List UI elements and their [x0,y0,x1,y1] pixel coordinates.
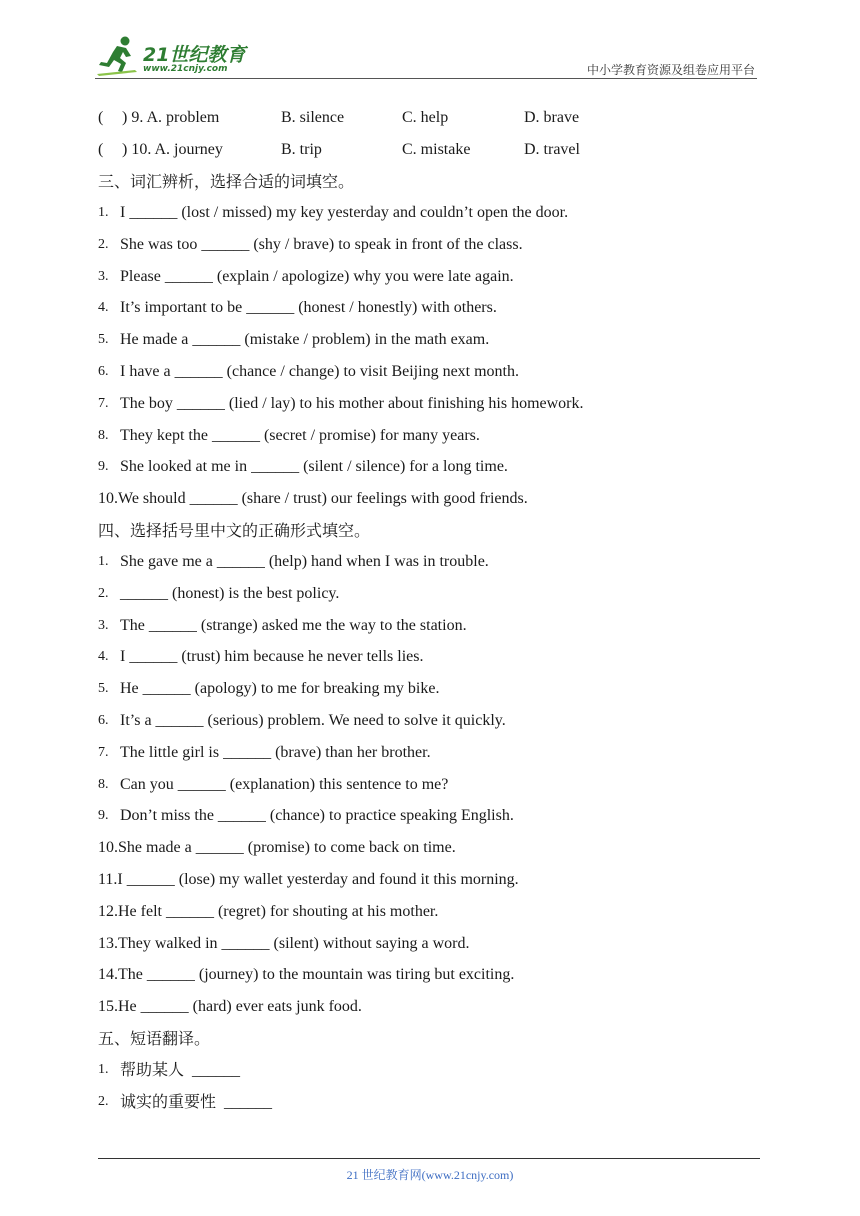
question-number: 7. [98,744,109,760]
question-text: I have a ______ (chance / change) to visit Beijing next month. [120,362,519,380]
question-text [120,1086,272,1119]
question-item [98,991,778,1023]
question-text: The little girl is ______ (brave) than her brother. [120,743,431,761]
question-number: 2. [98,585,109,601]
question-number: 6. [98,363,109,379]
question-number: 1. [98,553,109,569]
question-item [98,705,778,737]
mc-question [98,102,778,134]
question-text: ______ (honest) is the best policy. [120,584,340,602]
option-a: ) 10. A. journey [122,141,223,158]
question-item [98,1086,778,1118]
option-d: D. travel [524,141,580,158]
question-number: 8. [98,776,109,792]
question-item [98,864,778,896]
question-text: He ______ (apology) to me for breaking my bike. [120,680,440,698]
question-item [98,420,778,452]
footer-text: 21 世纪教育网(www.21cnjy.com) [346,1168,514,1182]
question-number: 6. [98,712,109,728]
question-text: She gave me a ______ (help) hand when I was in trouble. [120,552,489,570]
question-number: 9. [98,459,109,475]
question-number: 5. [98,332,109,348]
answer-paren: ( [98,141,104,158]
question-item [98,324,778,356]
question-item [98,292,778,324]
page-header [95,34,757,79]
question-text: She looked at me in ______ (silent / silence) for a long time. [120,458,508,476]
question-item [98,641,778,673]
question-text: They kept the ______ (secret / promise) for many years. [120,426,480,444]
runner-icon [95,34,141,78]
question-item [98,800,778,832]
question-number: 2. [98,236,109,252]
question-text: 14.The ______ (journey) to the mountain was tiring but exciting. [98,966,515,984]
platform-name: 中小学教育资源及组卷应用平台 [586,63,755,77]
question-item [98,546,778,578]
question-text: Can you ______ (explanation) this sentence to me? [120,775,449,793]
option-b: B. silence [281,109,345,126]
question-number: 9. [98,808,109,824]
question-number: 1. [98,1061,109,1077]
question-item [98,928,778,960]
question-list [98,546,778,1023]
question-item [98,451,778,483]
question-text: 10.We should ______ (share / trust) our feelings with good friends. [98,490,528,508]
section-title: 五、短语翻译。 [98,1028,211,1048]
document-body [98,102,778,1118]
mc-question [98,134,778,166]
question-text: 12.He felt ______ (regret) for shouting at his mother. [98,902,439,920]
question-item [98,832,778,864]
section-title: 四、选择括号里中文的正确形式填空。 [98,520,371,540]
question-text: I ______ (trust) him because he never tells lies. [120,648,424,666]
question-number: 3. [98,617,109,633]
question-number: 2. [98,1093,109,1109]
question-number: 4. [98,300,109,316]
question-item [98,737,778,769]
question-item [98,896,778,928]
question-item [98,388,778,420]
question-list [98,197,778,515]
question-text: 15.He ______ (hard) ever eats junk food. [98,998,362,1016]
question-item [98,673,778,705]
question-text: I ______ (lost / missed) my key yesterday and couldn’t open the door. [120,204,569,221]
question-item [98,959,778,991]
question-item [98,261,778,293]
question-item [98,1054,778,1086]
answer-blank: ______ [224,1093,273,1111]
question-text: The boy ______ (lied / lay) to his mother about finishing his homework. [120,394,584,412]
question-text: It’s important to be ______ (honest / honestly) with others. [120,299,497,317]
question-text: Please ______ (explain / apologize) why you were late again. [120,267,514,285]
question-list [98,1054,778,1118]
logo-text: 21世纪教育 [143,44,246,66]
option-a: ) 9. A. problem [122,109,220,126]
question-text: It’s a ______ (serious) problem. We need to solve it quickly. [120,711,506,729]
logo [95,34,265,78]
question-text: Don’t miss the ______ (chance) to practice speaking English. [120,807,514,825]
question-text: 10.She made a ______ (promise) to come back on time. [98,839,456,857]
option-c: C. mistake [402,141,471,158]
section-title: 三、词汇辨析，选择合适的词填空。 [98,172,355,191]
question-text: 11.I ______ (lose) my wallet yesterday and found it this morning. [98,870,519,888]
footer-divider [98,1158,760,1159]
question-item [98,610,778,642]
question-number: 4. [98,649,109,665]
question-item [98,197,778,229]
question-item [98,356,778,388]
question-text: He made a ______ (mistake / problem) in the math exam. [120,331,490,349]
question-text: 13.They walked in ______ (silent) without saying a word. [98,934,470,952]
question-text [120,1054,240,1087]
chinese-phrase: 诚实的重要性 [120,1091,217,1111]
chinese-phrase: 帮助某人 [120,1059,185,1079]
question-text: The ______ (strange) asked me the way to the station. [120,616,467,634]
answer-blank: ______ [192,1061,241,1079]
question-item [98,483,778,515]
question-item [98,229,778,261]
question-text: She was too ______ (shy / brave) to speak in front of the class. [120,235,523,253]
question-number: 1. [98,205,109,220]
question-number: 8. [98,427,109,443]
answer-paren: ( [98,109,104,126]
question-number: 5. [98,681,109,697]
logo-url: www.21cnjy.com [143,64,228,74]
question-item [98,769,778,801]
option-b: B. trip [281,141,322,158]
question-number: 3. [98,268,109,284]
option-c: C. help [402,109,449,126]
question-item [98,578,778,610]
option-d: D. brave [524,109,580,126]
question-number: 7. [98,395,109,411]
